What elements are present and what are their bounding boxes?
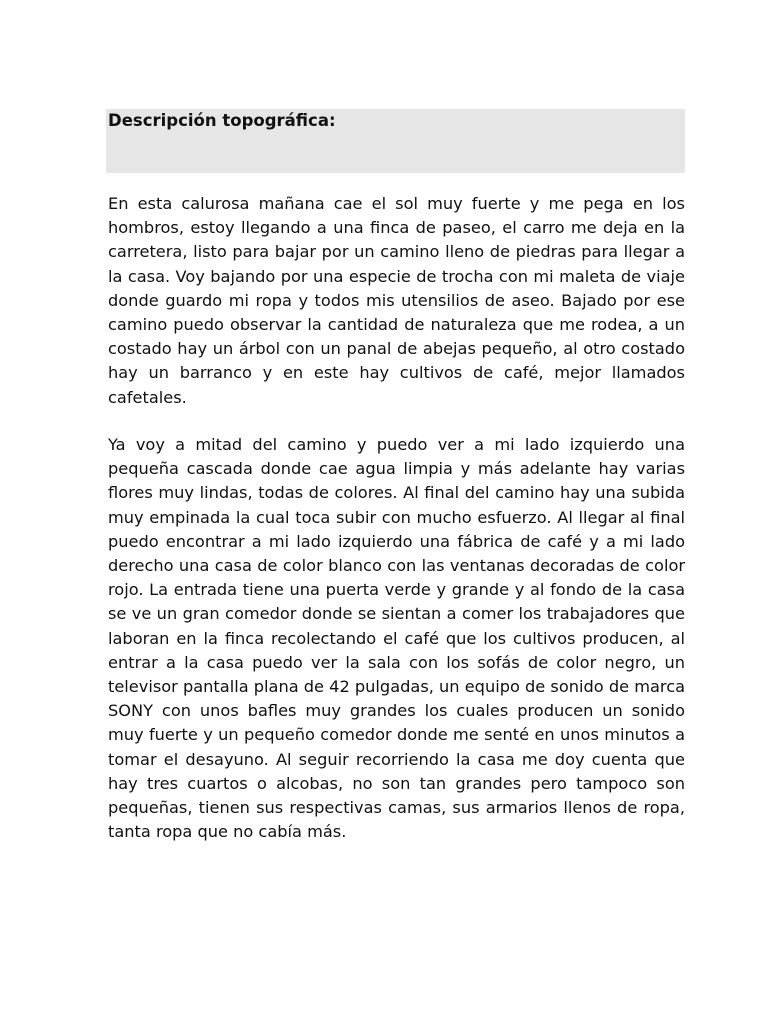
paragraph-2: Ya voy a mitad del camino y puedo ver a mi lado izquierdo una pequeña cascada donde cae agua limpia y más adelante hay varias flores muy lindas, todas de colores. Al final del camino hay una subida muy empinada la cual toca subir con mucho esfuerzo. Al llegar al final puedo encontrar a mi lado izquierdo una fábrica de café y a mi lado derecho una casa de color blanco con las ventanas decoradas de color rojo. La entrada tiene una puerta verde y grande y al fondo de la casa se ve un gran comedor donde se sientan a comer los trabajadores que laboran en la finca recolectando el café que los cultivos producen, al entrar a la casa puedo ver la sala con los sofás de color negro, un televisor pantalla plana de 42 pulgadas, un equipo de sonido de marca SONY con unos bafles muy grandes los cuales producen un sonido muy fuerte y un pequeño comedor donde me senté en unos minutos a tomar el desayuno. Al seguir recorriendo la casa me doy cuenta que hay tres cuartos o alcobas, no son tan grandes pero tampoco son pequeñas, tienen sus respectivas camas, sus armarios llenos de ropa, tanta ropa que no cabía más. [108, 435, 686, 842]
paragraph-1: En esta calurosa mañana cae el sol muy fuerte y me pega en los hombros, estoy llegando a una finca de paseo, el carro me deja en la carretera, listo para bajar por un camino lleno de piedras para llegar a la casa. Voy bajando por una especie de trocha con mi maleta de viaje donde guardo mi ropa y todos mis utensilios de aseo. Bajado por ese camino puedo observar la cantidad de naturaleza que me rodea, a un costado hay un árbol con un panal de abejas pequeño, al otro costado hay un barranco y en este hay cultivos de café, mejor llamados cafetales. [108, 194, 685, 407]
heading-box [106, 109, 685, 173]
document-heading: Descripción topográfica: [108, 111, 336, 130]
